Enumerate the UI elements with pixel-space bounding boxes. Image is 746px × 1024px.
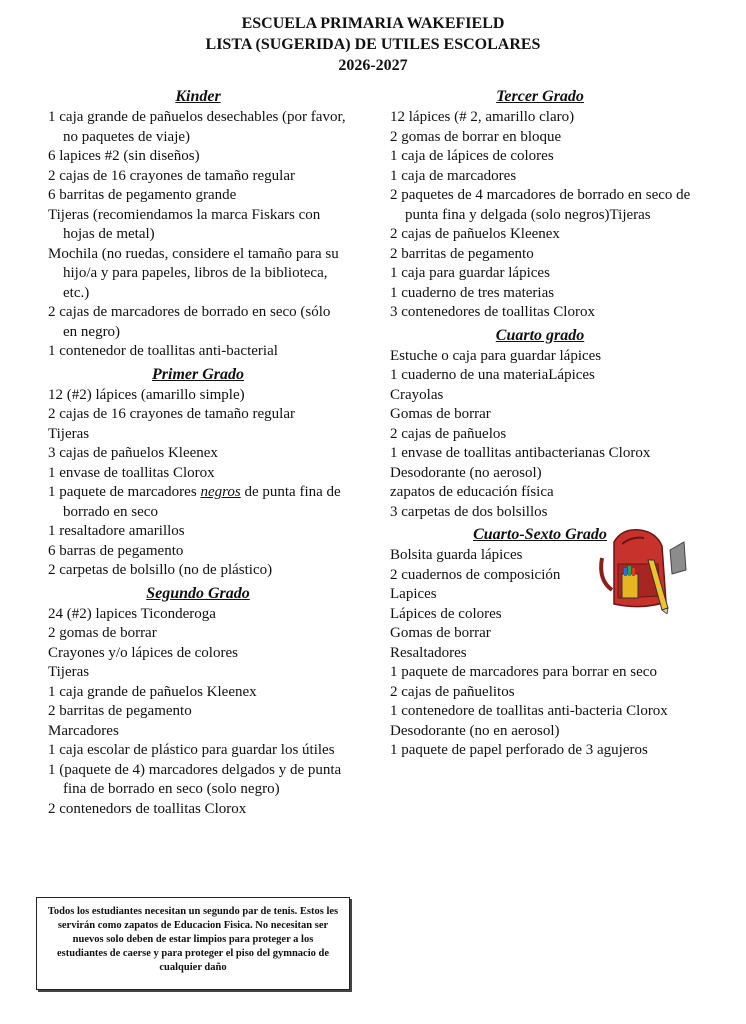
cuarto-grado-title: Cuarto grado [495,326,585,344]
school-name: ESCUELA PRIMARIA WAKEFIELD [241,15,505,32]
segundo-grado-title: Segundo Grado [146,584,250,602]
list-item: Crayones y/o lápices de colores [48,644,238,661]
cuarto-sexto-grado-title: Cuarto-Sexto Grado [473,526,607,543]
list-item: 2 cajas de 16 crayones de tamaño regular [48,167,295,184]
list-item: 3 cajas de pañuelos Kleenex [48,445,218,461]
list-item: 12 lápices (# 2, amarillo claro) [390,109,575,125]
list-item: 2 contenedors de toallitas Clorox [48,800,247,817]
list-item: 2 barritas de pegamento [390,245,534,262]
list-item: Bolsita guarda lápices [390,547,523,563]
kinder-title: Kinder [175,88,221,105]
list-item: Mochila (no ruedas, considere el tamaño para su hijo/a y para papeles, libros de la biblioteca, etc.) [48,245,339,301]
list-item: 6 barritas de pegamento grande [48,187,237,203]
list-item: Resaltadores [390,644,467,661]
marker-text-emphasis: negros [200,484,241,500]
school-year: 2026-2027 [338,57,408,74]
list-item: 1 envase de toallitas Clorox [48,464,215,481]
list-item: 3 contenedores de toallitas Clorox [390,304,595,320]
cuarto-grado-list [390,347,700,523]
list-item: 12 (#2) lápices (amarillo simple) [48,386,245,403]
primer-grado-title: Primer Grado [152,365,244,383]
list-item: Gomas de borrar [390,625,491,641]
list-item: 1 caja para guardar lápices [390,265,550,281]
segundo-grado-list [48,605,348,820]
list-item: 3 carpetas de dos bolsillos [390,503,548,520]
list-item: 1 paquete de papel perforado de 3 agujeros [390,742,648,758]
list-item: zapatos de educación física [390,484,554,500]
list-item: 1 envase de toallitas antibacterianas Clorox [390,445,651,461]
list-item: Tijeras [48,664,90,680]
list-item: 1 contenedore de toallitas anti-bacteria Clorox [390,703,668,719]
tercer-grado-title: Tercer Grado [496,88,584,105]
list-item: Gomas de borrar [390,406,491,422]
list-item: 2 gomas de borrar [48,625,157,641]
list-item: 2 gomas de borrar en bloque [390,128,562,145]
notice-box: Todos los estudiantes necesitan un segundo par de tenis. Estos les servirán como zapatos de Educacion Fisica. No necesitan ser nuevos solo deben de estar limpios para proteger a los estudiantes de caerse y para proteger el piso del gymnacio de cualquier daño [36,897,350,990]
tercer-grado-list [390,108,700,323]
list-item: 1 contenedor de toallitas anti-bacterial [48,343,278,359]
list-item: 2 cajas de pañuelos [390,425,507,442]
list-item: 1 paquete de marcadores para borrar en seco [390,664,657,680]
document-header [0,13,746,76]
list-item: 1 caja escolar de plástico para guardar los útiles [48,742,335,758]
backpack-icon [592,524,688,614]
list-item: 2 barritas de pegamento [48,703,192,719]
list-item: 2 cajas de pañuelos Kleenex [390,226,560,242]
list-item [48,483,348,522]
list-item: Lapices [390,586,437,602]
list-title: LISTA (SUGERIDA) DE UTILES ESCOLARES [205,36,541,53]
list-item: Desodorante (no aerosol) [390,464,542,481]
list-item: 1 cuaderno de una materiaLápices [390,367,595,383]
marker-text-pre: 1 paquete de marcadores [48,484,201,500]
list-item: 1 cuaderno de tres materias [390,284,555,301]
primer-grado-list [48,386,348,581]
list-item: 2 carpetas de bolsillo (no de plástico) [48,562,273,578]
list-item: 2 cajas de 16 crayones de tamaño regular [48,406,295,422]
list-item: 1 resaltadore amarillos [48,523,185,539]
left-column [48,86,348,821]
marker-text-post: de punta fina de borrado en seco [63,484,341,520]
list-item: 1 caja grande de pañuelos Kleenex [48,683,257,700]
list-item: Estuche o caja para guardar lápices [390,347,602,364]
list-item: Tijeras [48,425,90,442]
list-item: 1 caja de lápices de colores [390,148,554,164]
list-item: 1 caja grande de pañuelos desechables (por favor, no paquetes de viaje) [48,109,346,145]
list-item: 2 paquetes de 4 marcadores de borrado en seco de punta fina y delgada (solo negros)Tijeras [390,187,691,223]
list-item: Crayolas [390,386,444,403]
list-item: Marcadores [48,722,119,739]
list-item: 2 cajas de pañuelitos [390,683,515,700]
list-item: 1 (paquete de 4) marcadores delgados y de punta fina de borrado en seco (solo negro) [48,761,342,797]
list-item: 24 (#2) lapices Ticonderoga [48,605,216,622]
list-item: Lápices de colores [390,605,502,622]
kinder-list [48,108,348,362]
list-item: 2 cuadernos de composición [390,566,561,583]
list-item: Desodorante (no en aerosol) [390,722,560,739]
right-column [390,86,700,763]
list-item: 6 lapices #2 (sin diseños) [48,148,200,164]
list-item: Tijeras (recomiendamos la marca Fiskars con hojas de metal) [48,206,321,242]
list-item: 2 cajas de marcadores de borrado en seco (sólo en negro) [48,304,331,340]
list-item: 6 barras de pegamento [48,542,184,559]
list-item: 1 caja de marcadores [390,167,517,184]
